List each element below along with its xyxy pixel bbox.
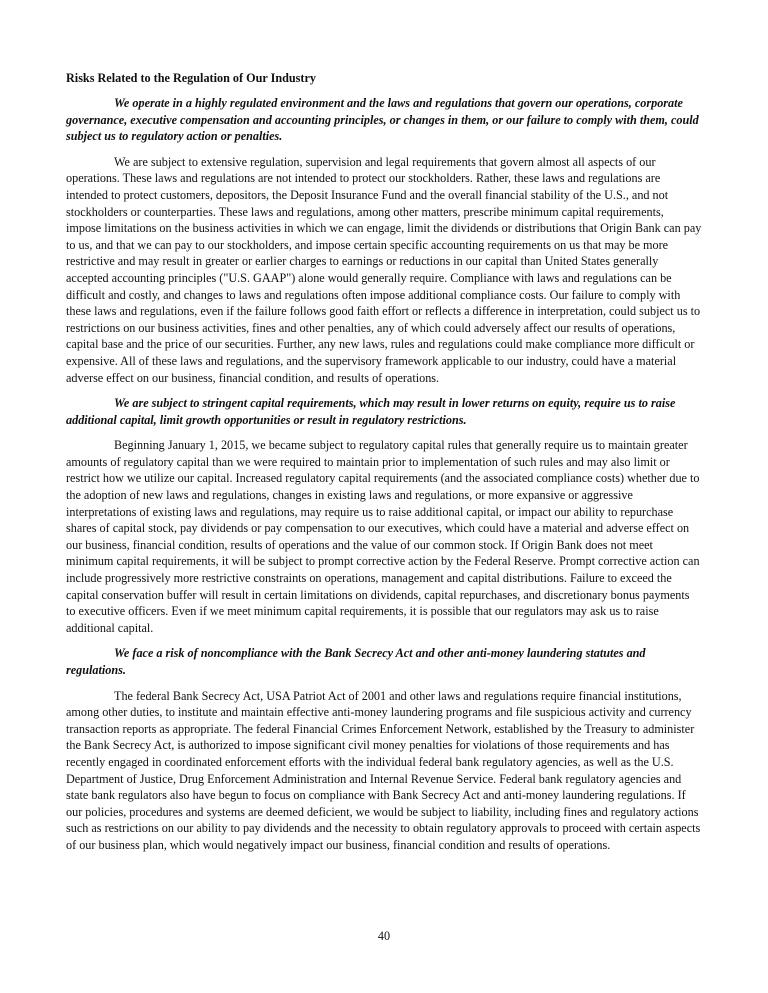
page-number: 40 xyxy=(377,929,391,943)
section-heading: Risks Related to the Regulation of Our Industry xyxy=(66,71,316,85)
risk-title-bsa-aml: We face a risk of noncompliance with the Bank Secrecy Act and other anti-money laundering statutes and regulations. xyxy=(66,646,646,677)
risk-title-regulation: We operate in a highly regulated environment and the laws and regulations that govern our operations, corporate governance, executive compensation and accounting principles, or changes in them, or our failure to comply with them, could subject us to regulatory action or penalties. xyxy=(66,96,699,144)
risk-body-capital: Beginning January 1, 2015, we became subject to regulatory capital rules that generally require us to maintain greater amounts of regulatory capital than we were required to maintain prior to implementation of such rules and may also limit or restrict how we utilize our capital. Increased regulatory capital requirements (and the associated compliance costs) whether due to the adoption of new laws and regulations, changes in existing laws and regulations, or more expansive or aggressive interpretations of existing laws and regulations, may require us to raise additional capital, or impact our ability to repurchase shares of capital stock, pay dividends or pay compensation to our executives, which could have a material and adverse effect on our business, financial condition, results of operations and the value of our common stock. If Origin Bank does not meet minimum capital requirements, it will be subject to prompt corrective action by the Federal Reserve. Prompt corrective action can include progressively more restrictive constraints on operations, management and capital distributions. Failure to exceed the capital conservation buffer will result in certain limitations on dividends, capital repurchases, and discretionary bonus payments to executive officers. Even if we meet minimum capital requirements, it is possible that our regulators may ask us to raise additional capital. xyxy=(66,438,700,635)
risk-body-bsa-aml: The federal Bank Secrecy Act, USA Patriot Act of 2001 and other laws and regulations require financial institutions, among other duties, to institute and maintain effective anti-money laundering programs and file suspicious activity and currency transaction reports as appropriate. The federal Financial Crimes Enforcement Network, established by the Treasury to administer the Bank Secrecy Act, is authorized to impose significant civil money penalties for violations of those requirements and has recently engaged in coordinated enforcement efforts with the individual federal bank regulatory agencies, as well as the U.S. Department of Justice, Drug Enforcement Administration and Internal Revenue Service. Federal bank regulatory agencies and state bank regulators also have begun to focus on compliance with Bank Secrecy Act and anti-money laundering regulations. If our policies, procedures and systems are deemed deficient, we would be subject to liability, including fines and regulatory actions such as restrictions on our ability to pay dividends and the necessity to obtain regulatory approvals to proceed with certain aspects of our business plan, which would negatively impact our business, financial condition and results of operations. xyxy=(66,688,701,852)
risk-title-capital: We are subject to stringent capital requirements, which may result in lower returns on equity, require us to raise additional capital, limit growth opportunities or result in regulatory restrictions. xyxy=(66,396,676,427)
risk-body-regulation: We are subject to extensive regulation, supervision and legal requirements that govern almost all aspects of our operations. These laws and regulations are not intended to protect our stockholders. Rather, these laws and regulations are intended to protect customers, depositors, the Deposit Insurance Fund and the overall financial stability of the U.S., and not stockholders or counterparties. These laws and regulations, among other matters, prescribe minimum capital requirements, impose limitations on the business activities in which we can engage, limit the dividends or distributions that Origin Bank can pay to us, and that we can pay to our stockholders, and impose certain specific accounting requirements on us that may be more restrictive and may result in greater or earlier charges to earnings or reductions in our capital than United States generally accepted accounting principles ("U.S. GAAP") alone would generally require. Compliance with laws and regulations can be difficult and costly, and changes to laws and regulations often impose additional compliance costs. Our failure to comply with these laws and regulations, even if the failure follows good faith effort or reflects a difference in interpretation, could subject us to restrictions on our business activities, fines and other penalties, any of which could adversely affect our results of operations, capital base and the price of our securities. Further, any new laws, rules and regulations could make compliance more difficult or expensive. All of these laws and regulations, and the supervisory framework applicable to our industry, could have a material adverse effect on our business, financial condition, and results of operations. xyxy=(66,154,702,385)
document-page xyxy=(66,71,702,863)
